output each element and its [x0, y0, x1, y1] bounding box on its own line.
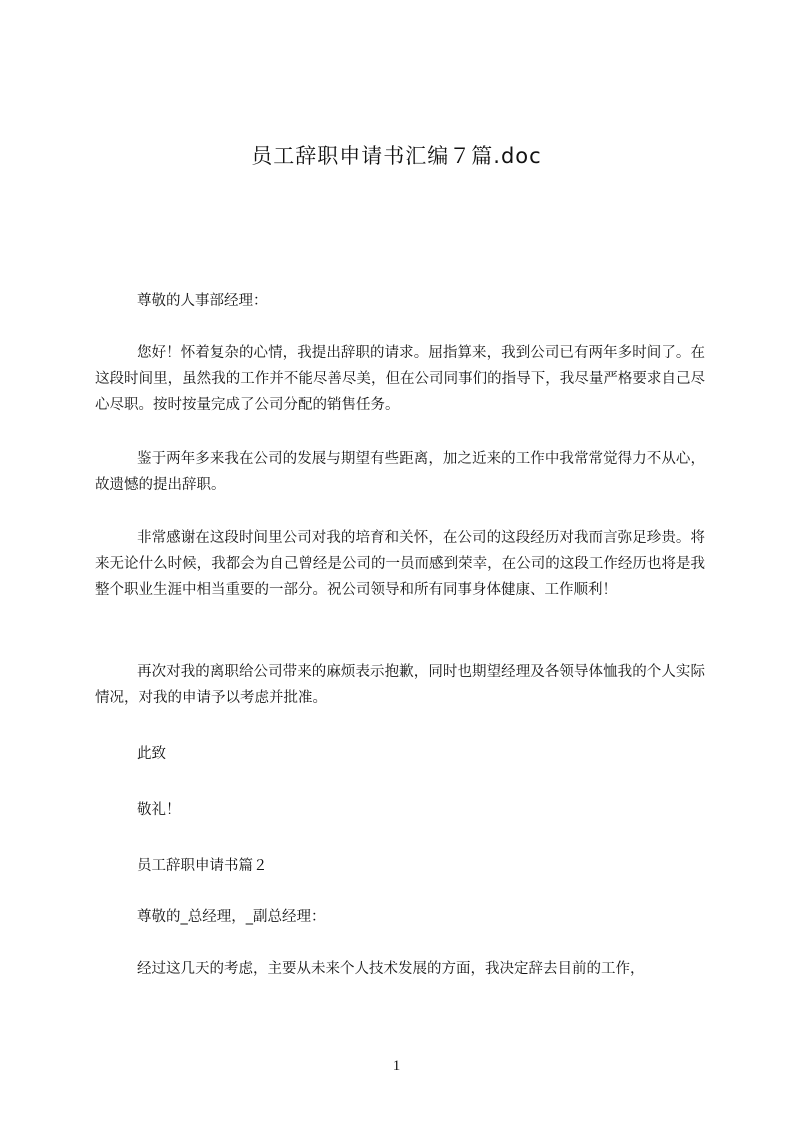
paragraph-greeting: 您好！怀着复杂的心情，我提出辞职的请求。屈指算来，我到公司已有两年多时间了。在这段时间里，虽然我的工作并不能尽善尽美，但在公司同事们的指导下，我尽量严格要求自己尽心尽职。按时按量完成了公司分配的销售任务。 [95, 345, 705, 413]
paragraph-thanks: 非常感谢在这段时间里公司对我的培育和关怀，在公司的这段经历对我而言弥足珍贵。将来无论什么时候，我都会为自己曾经是公司的一员而感到荣幸，在公司的这段工作经历也将是我整个职业生涯中相当重要的一部分。祝公司领导和所有同事身体健康、工作顺利！ [95, 530, 705, 598]
section-heading: 员工辞职申请书篇２ [137, 858, 268, 874]
closing-regards: 敬礼！ [137, 802, 181, 818]
page-number: 1 [392, 1058, 401, 1074]
salutation: 尊敬的人事部经理： [137, 293, 268, 309]
paragraph-reason: 鉴于两年多来我在公司的发展与期望有些距离，加之近来的工作中我常常觉得力不从心，故遗憾的提出辞职。 [95, 451, 705, 493]
salutation-2: 尊敬的_总经理，_副总经理： [137, 909, 326, 925]
paragraph-decision: 经过这几天的考虑，主要从未来个人技术发展的方面，我决定辞去目前的工作， [137, 961, 645, 977]
closing-line: 此致 [137, 746, 166, 762]
paragraph-apology: 再次对我的离职给公司带来的麻烦表示抱歉，同时也期望经理及各领导体恤我的个人实际情况，对我的申请予以考虑并批准。 [95, 664, 705, 706]
document-title: 员工辞职申请书汇编７篇.doc [251, 144, 542, 168]
